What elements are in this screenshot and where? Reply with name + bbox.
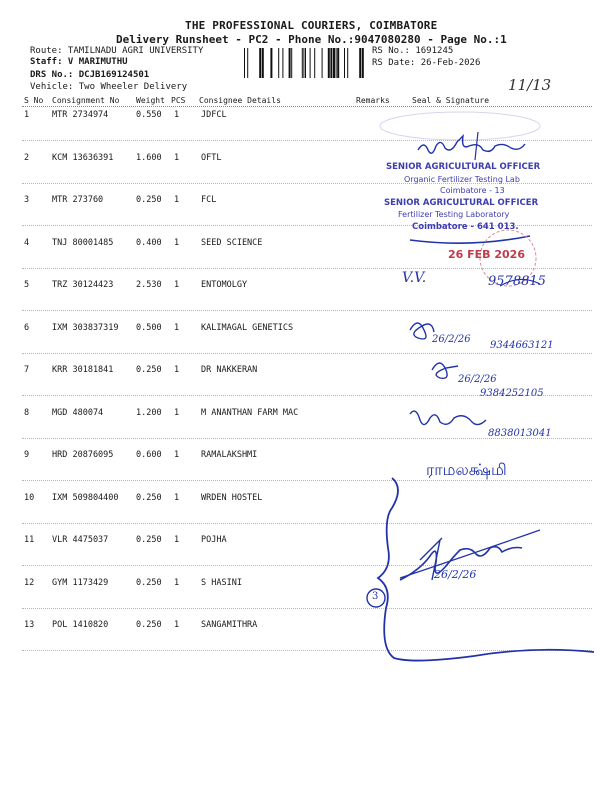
row-6-weight: 0.500: [136, 322, 162, 333]
col-pcs: PCS: [171, 96, 186, 105]
row-12-sno: 12: [24, 577, 35, 588]
row-4-pcs: 1: [174, 237, 180, 248]
row-6-consignment: IXM 303837319: [52, 322, 119, 333]
date-stamp: 26 FEB 2026: [448, 248, 525, 261]
row-8-consignee: M ANANTHAN FARM MAC: [201, 407, 299, 418]
row-2-pcs: 1: [174, 152, 180, 163]
row-6-pcs: 1: [174, 322, 180, 333]
row-9-sno: 9: [24, 450, 30, 460]
row-9-weight: 0.600: [136, 450, 162, 460]
row5-signature: V.V.: [402, 270, 427, 286]
row-8-pcs: 1: [174, 407, 180, 418]
row-8-weight: 1.200: [136, 407, 162, 418]
row7-phone: 9384252105: [480, 388, 544, 399]
row-5-sno: 5: [24, 280, 30, 290]
stamp2-line2: Fertilizer Testing Laboratory: [398, 210, 510, 219]
col-consignee: Consignee Details: [199, 96, 281, 105]
row9-phone: 8838013041: [488, 428, 552, 439]
row-10-sno: 10: [24, 492, 35, 503]
row-12-consignee: S HASINI: [201, 577, 242, 588]
row-5-pcs: 1: [174, 280, 180, 290]
col-weight: Weight: [136, 96, 165, 105]
row-4-weight: 0.400: [136, 237, 162, 248]
stamp1-line2: Organic Fertilizer Testing Lab: [404, 175, 520, 184]
row-9-pcs: 1: [174, 450, 180, 460]
stamp1-line1: SENIOR AGRICULTURAL OFFICER: [386, 162, 541, 172]
page-subtitle: Delivery Runsheet - PC2 - Phone No.:9047080280 - Page No.:1: [116, 33, 507, 46]
row-13-consignee: SANGAMITHRA: [201, 620, 258, 630]
col-seal-signature: Seal & Signature: [412, 96, 490, 105]
row-13-pcs: 1: [174, 620, 180, 630]
signature-row7: [432, 363, 458, 378]
row10-tamil-signature: ராமலக்ஷ்மி: [426, 460, 507, 479]
row-1-consignee: JDFCL: [201, 110, 227, 120]
row-6-consignee: KALIMAGAL GENETICS: [201, 322, 294, 333]
row-1-sno: 1: [24, 110, 30, 120]
signature-row9: [410, 411, 486, 424]
row-9-consignee: RAMALAKSHMI: [201, 450, 258, 460]
row6-date: 26/2/26: [432, 334, 471, 345]
stamp2-line3: Coimbatore - 641 013.: [412, 222, 519, 232]
row-11-consignee: POJHA: [201, 535, 227, 545]
col-remarks: Remarks: [356, 96, 390, 105]
signature-row2: [418, 136, 525, 153]
row-10-consignment: IXM 509804400: [52, 492, 119, 503]
row-3-consignee: FCL: [201, 195, 217, 205]
col-sno: S No: [24, 96, 44, 105]
row-2-consignee: OFTL: [201, 152, 222, 163]
page-title: THE PROFESSIONAL COURIERS, COIMBATORE: [185, 19, 438, 32]
row-7-consignment: KRR 30181841: [52, 365, 114, 375]
signature-row6: [410, 323, 434, 339]
group-bracket: [378, 478, 594, 661]
row-7-consignee: DR NAKKERAN: [201, 365, 258, 375]
row-13-weight: 0.250: [136, 620, 162, 630]
row-10-pcs: 1: [174, 492, 180, 503]
row-11-weight: 0.250: [136, 535, 162, 545]
row-8-sno: 8: [24, 407, 30, 418]
row-2-sno: 2: [24, 152, 30, 163]
row-3-consignment: MTR 273760: [52, 195, 104, 205]
row-4-consignment: TNJ 80001485: [52, 237, 114, 248]
handwritten-count: 11/13: [508, 76, 552, 94]
row-8-consignment: MGD 480074: [52, 407, 104, 418]
row-3-sno: 3: [24, 195, 30, 205]
row-11-consignment: VLR 4475037: [52, 535, 109, 545]
drs-label: DRS No.: DCJB169124501: [30, 70, 150, 80]
row-1-weight: 0.550: [136, 110, 162, 120]
row-7-pcs: 1: [174, 365, 180, 375]
faint-stamp: [380, 112, 540, 140]
row-12-pcs: 1: [174, 577, 180, 588]
row-3-weight: 0.250: [136, 195, 162, 205]
row-13-consignment: POL 1410820: [52, 620, 109, 630]
row6-phone: 9344663121: [490, 340, 554, 351]
row-11-sno: 11: [24, 535, 35, 545]
row-13-sno: 13: [24, 620, 35, 630]
row-3-pcs: 1: [174, 195, 180, 205]
row-7-weight: 0.250: [136, 365, 162, 375]
row-12-weight: 0.250: [136, 577, 162, 588]
route-label: Route: TAMILNADU AGRI UNIVERSITY: [30, 46, 204, 56]
row-9-consignment: HRD 20876095: [52, 450, 114, 460]
row5-phone: 9578815: [488, 274, 546, 289]
row7-date: 26/2/26: [458, 374, 497, 385]
row-1-consignment: MTR 2734974: [52, 110, 109, 120]
stamp1-line3: Coimbatore - 13: [440, 186, 505, 195]
vehicle-label: Vehicle: Two Wheeler Delivery: [30, 82, 188, 92]
row-2-weight: 1.600: [136, 152, 162, 163]
row12-date: 26/2/26: [434, 568, 477, 581]
row-12-consignment: GYM 1173429: [52, 577, 109, 588]
row-7-sno: 7: [24, 365, 30, 375]
staff-label: Staff: V MARIMUTHU: [30, 57, 128, 67]
rs-date: RS Date: 26-Feb-2026: [372, 58, 481, 68]
row-5-weight: 2.530: [136, 280, 162, 290]
col-consignment: Consignment No: [52, 96, 120, 105]
row-10-weight: 0.250: [136, 492, 162, 503]
row-5-consignee: ENTOMOLGY: [201, 280, 248, 290]
row-4-consignee: SEED SCIENCE: [201, 237, 263, 248]
stamp2-line1: SENIOR AGRICULTURAL OFFICER: [384, 198, 539, 208]
row-1-pcs: 1: [174, 110, 180, 120]
row-5-consignment: TRZ 30124423: [52, 280, 114, 290]
row-2-consignment: KCM 13636391: [52, 152, 114, 163]
row-6-sno: 6: [24, 322, 30, 333]
row-11-pcs: 1: [174, 535, 180, 545]
bracket-count: 3: [372, 591, 379, 602]
row-4-sno: 4: [24, 237, 30, 248]
rs-number: RS No.: 1691245: [372, 46, 454, 56]
row-10-consignee: WRDEN HOSTEL: [201, 492, 263, 503]
